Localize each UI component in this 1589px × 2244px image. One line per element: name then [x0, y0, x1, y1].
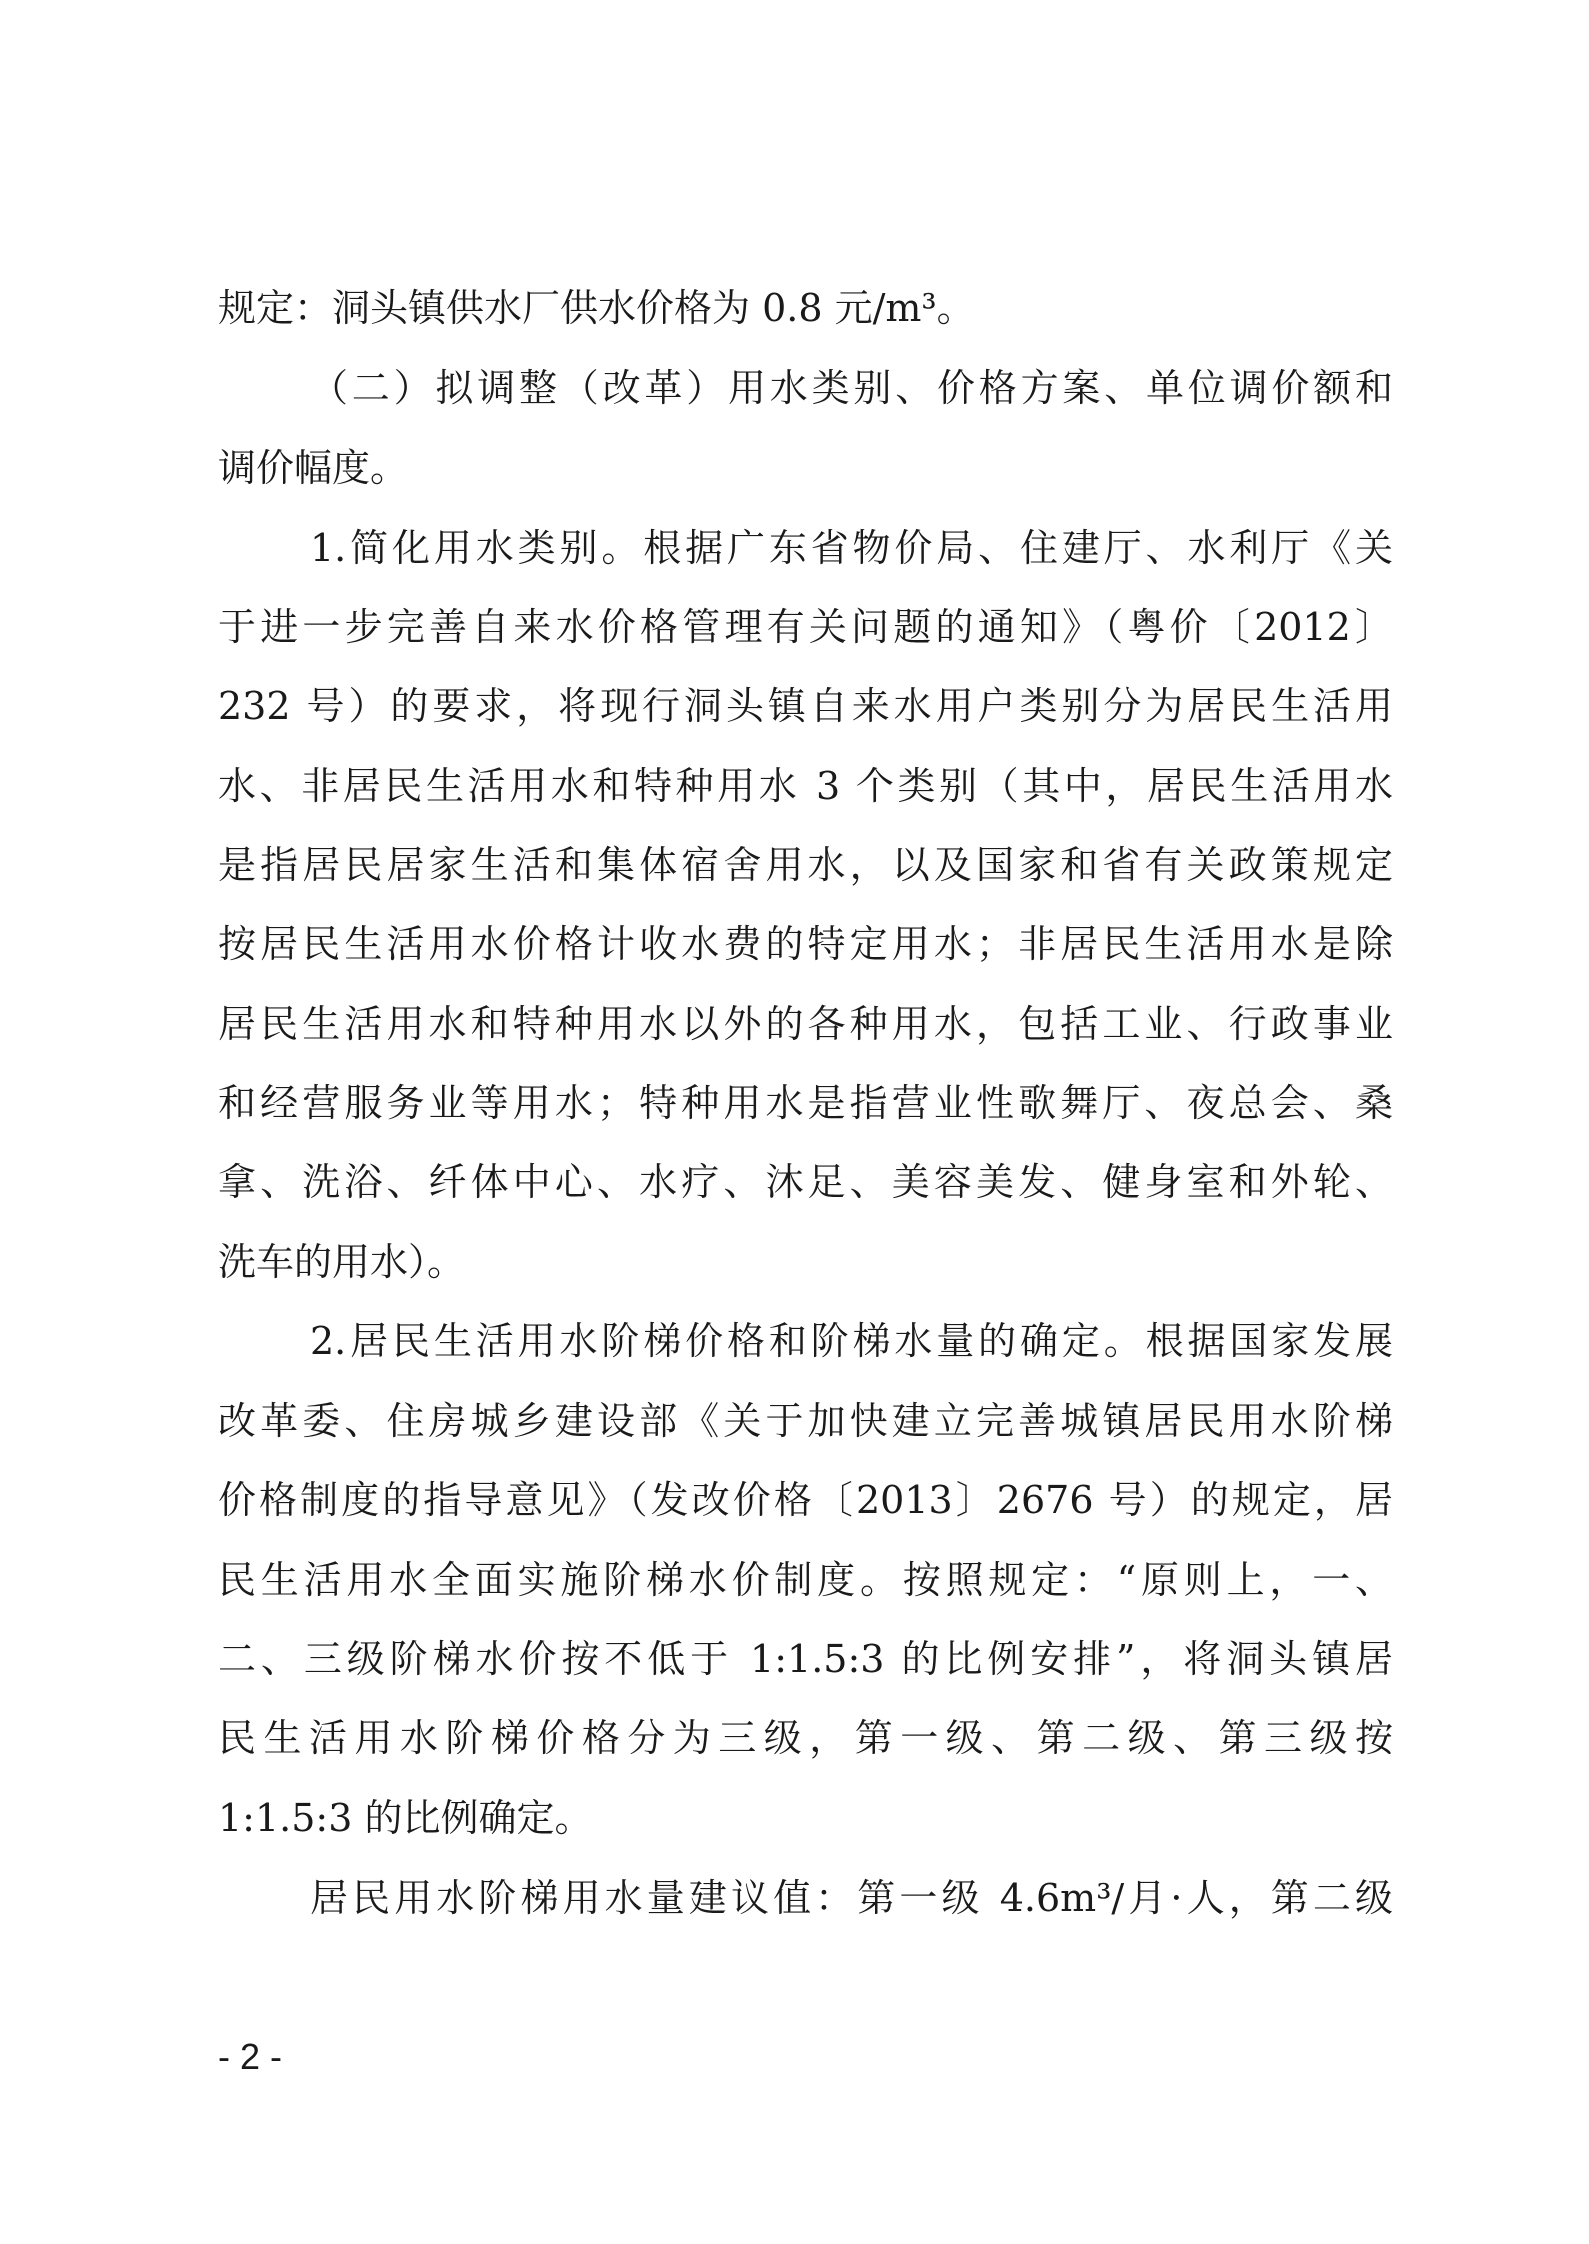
- paragraph-line-4: 1.简化用水类别。根据广东省物价局、住建厅、水利厅《关: [310, 526, 1393, 570]
- paragraph-line-6: 232 号）的要求，将现行洞头镇自来水用户类别分为居民生活用: [218, 684, 1393, 728]
- paragraph-line-13: 洗车的用水）。: [218, 1240, 466, 1284]
- paragraph-line-15: 改革委、住房城乡建设部《关于加快建立完善城镇居民用水阶梯: [218, 1399, 1393, 1443]
- paragraph-line-19: 民生活用水阶梯价格分为三级，第一级、第二级、第三级按: [218, 1716, 1393, 1760]
- section-heading-line-2: 调价幅度。: [218, 446, 409, 490]
- paragraph-line-9: 按居民生活用水价格计收水费的特定用水；非居民生活用水是除: [218, 922, 1393, 966]
- paragraph-line-21: 居民用水阶梯用水量建议值：第一级 4.6m³/月·人，第二级: [310, 1876, 1393, 1920]
- paragraph-line-12: 拿、洗浴、纤体中心、水疗、沐足、美容美发、健身室和外轮、: [218, 1160, 1393, 1204]
- paragraph-line-7: 水、非居民生活用水和特种用水 3 个类别（其中，居民生活用水: [218, 764, 1393, 808]
- paragraph-line-11: 和经营服务业等用水；特种用水是指营业性歌舞厅、夜总会、桑: [218, 1081, 1393, 1125]
- paragraph-line-8: 是指居民居家生活和集体宿舍用水，以及国家和省有关政策规定: [218, 843, 1393, 887]
- paragraph-line-14: 2.居民生活用水阶梯价格和阶梯水量的确定。根据国家发展: [310, 1319, 1393, 1363]
- paragraph-line-17: 民生活用水全面实施阶梯水价制度。按照规定：“原则上，一、: [218, 1558, 1393, 1602]
- section-heading-line-1: （二）拟调整（改革）用水类别、价格方案、单位调价额和: [310, 366, 1393, 410]
- page-number: - 2 -: [218, 2036, 283, 2077]
- paragraph-line-18: 二、三级阶梯水价按不低于 1:1.5:3 的比例安排”，将洞头镇居: [218, 1637, 1393, 1681]
- paragraph-line-1: 规定：洞头镇供水厂供水价格为 0.8 元/m³。: [218, 286, 975, 330]
- paragraph-line-16: 价格制度的指导意见》（发改价格〔2013〕2676 号）的规定，居: [218, 1478, 1393, 1522]
- paragraph-line-5: 于进一步完善自来水价格管理有关问题的通知》（粤价〔2012〕: [218, 605, 1393, 649]
- paragraph-line-20: 1:1.5:3 的比例确定。: [218, 1796, 593, 1840]
- paragraph-line-10: 居民生活用水和特种用水以外的各种用水，包括工业、行政事业: [218, 1002, 1393, 1046]
